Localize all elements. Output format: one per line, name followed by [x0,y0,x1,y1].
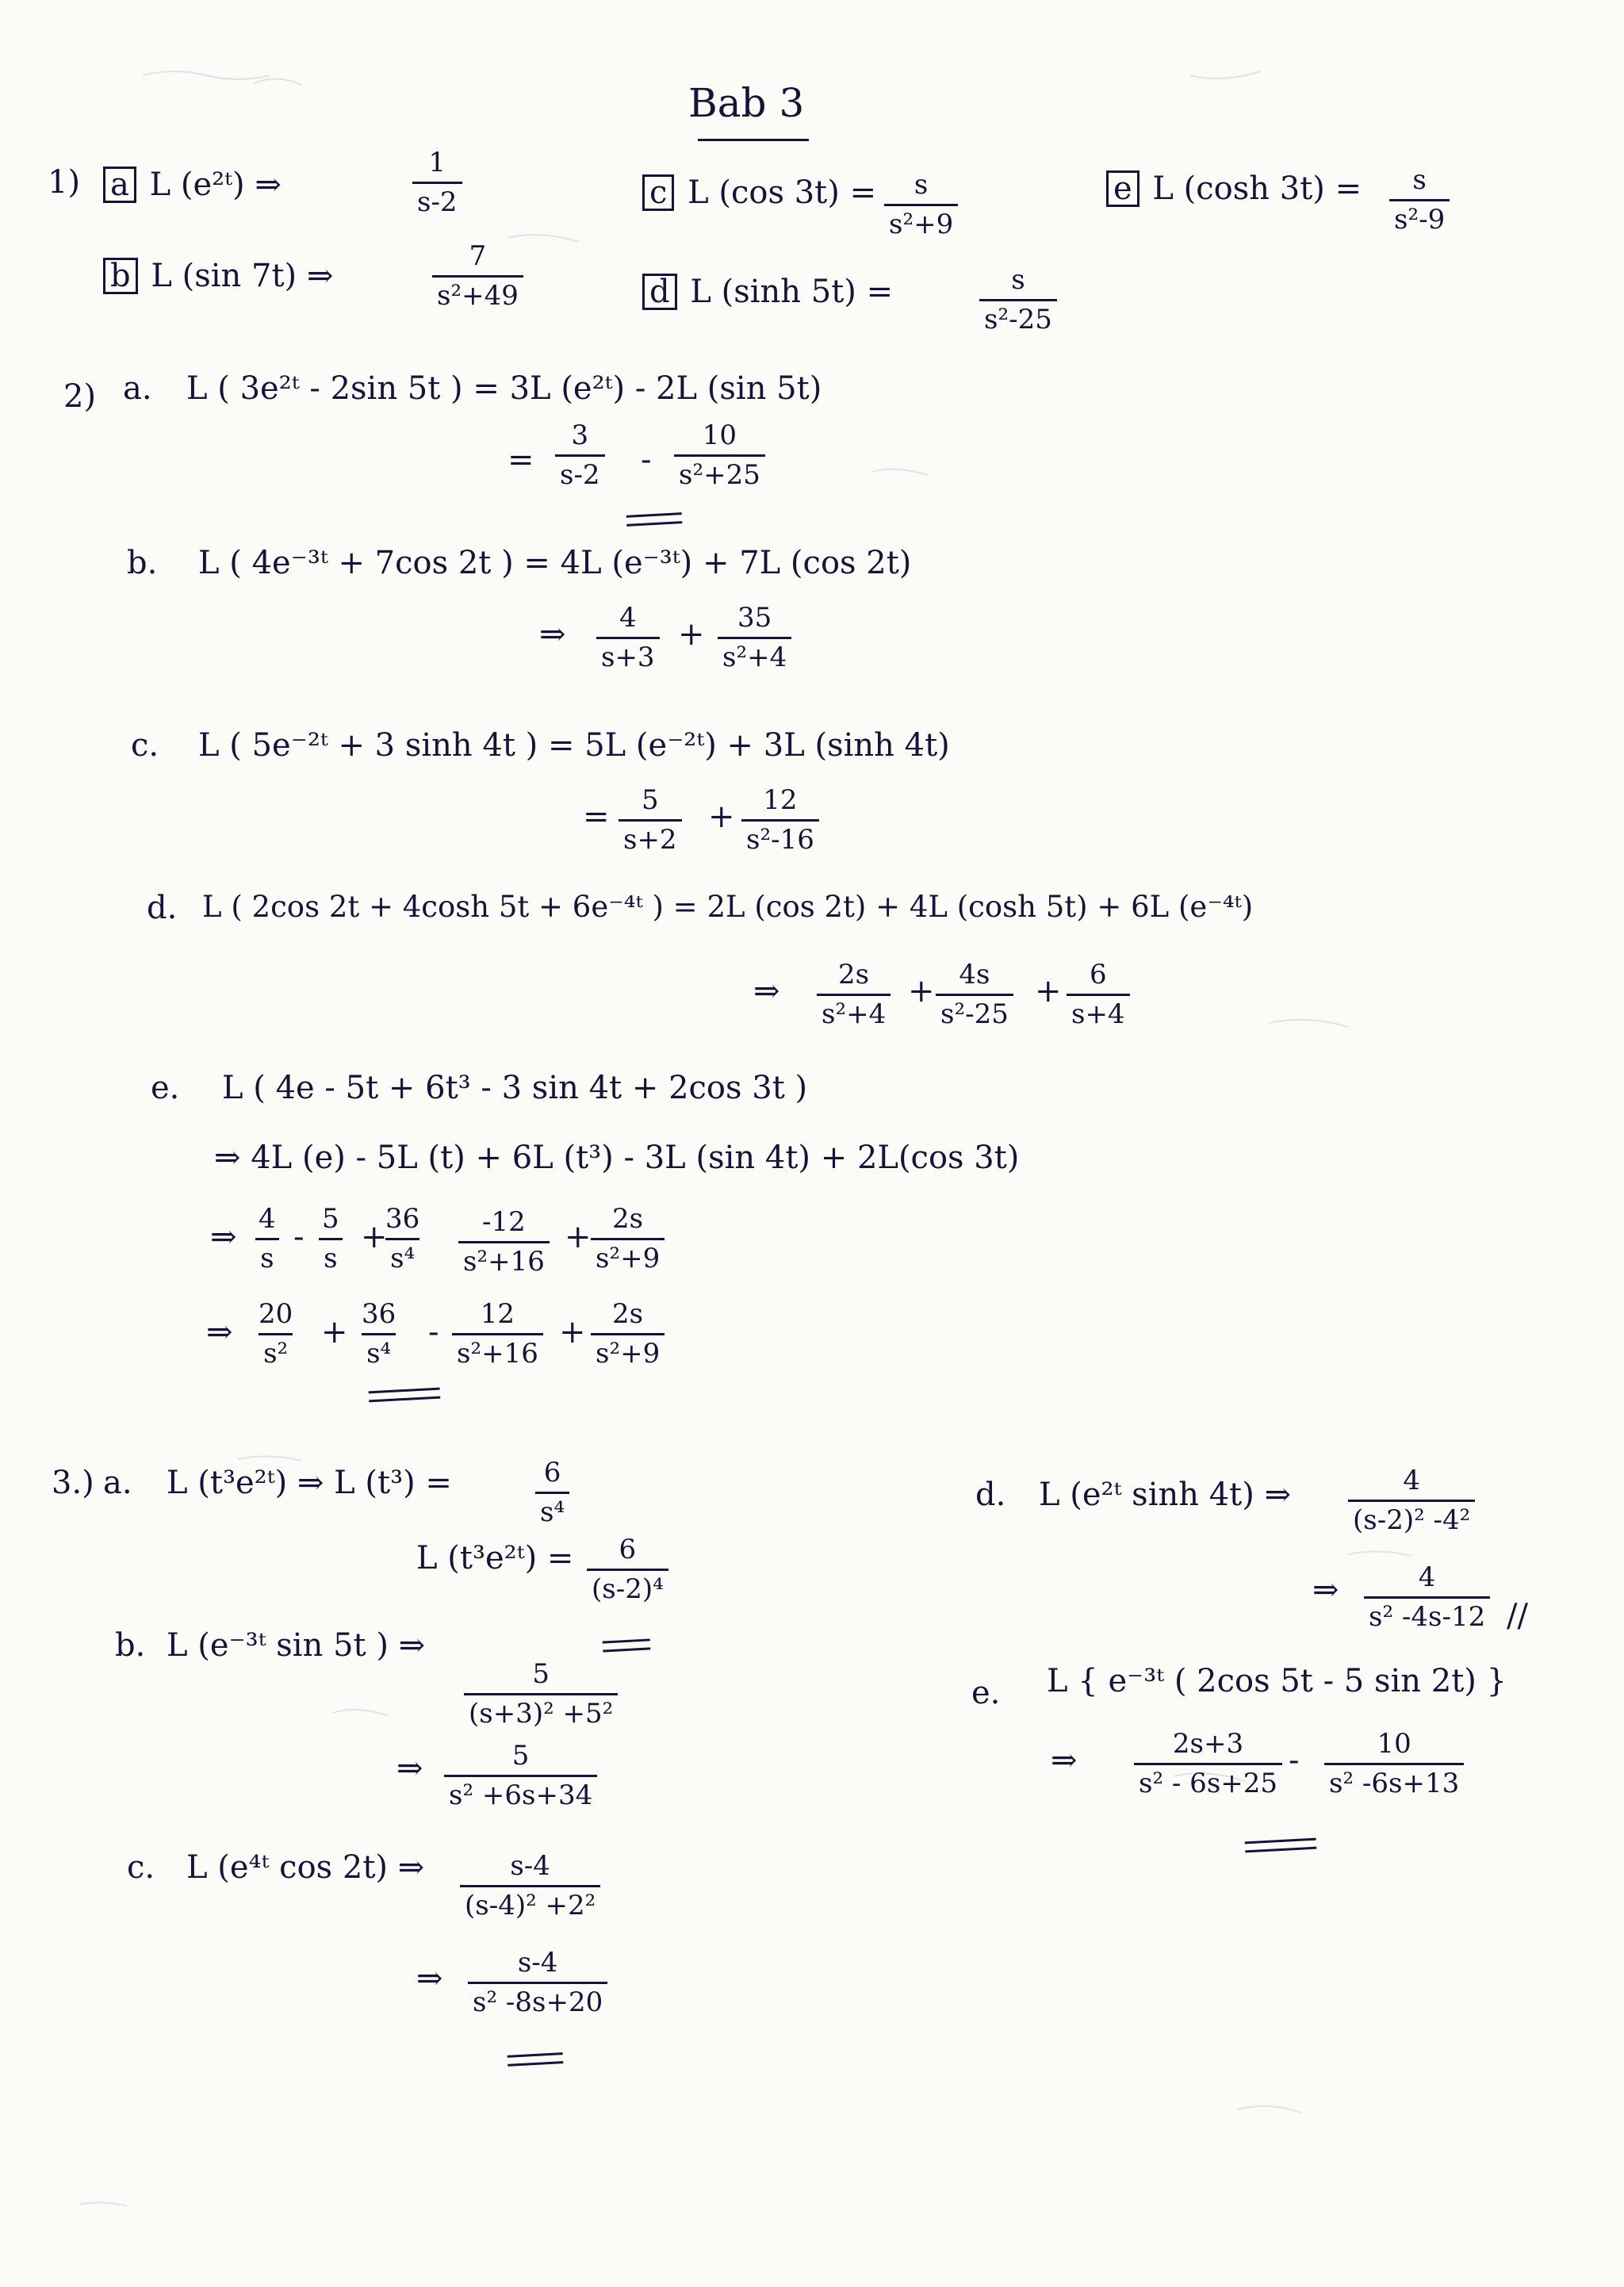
q2e-row3-op2: + [361,1219,388,1255]
q3c-frac2 [468,1948,607,2018]
q3e-frac1-den: s² - 6s+25 [1134,1763,1282,1799]
q2c-frac1 [619,785,682,856]
q2b-frac2-num: 35 [737,602,772,634]
q2e-row4-op3: + [559,1314,586,1350]
title-underline [698,139,809,141]
q2c-line1: L ( 5e⁻²ᵗ + 3 sinh 4t ) = 5L (e⁻²ᵗ) + 3L (sinh 4t) [198,727,950,764]
q2a-frac1-den: s-2 [555,454,605,491]
q3a-frac1-num: 6 [543,1457,561,1488]
q2e-label: e. [151,1070,180,1106]
q3b-frac1-num: 5 [532,1658,550,1690]
q2d-line1: L ( 2cos 2t + 4cosh 5t + 6e⁻⁴ᵗ ) = 2L (cos 2t) + 4L (cosh 5t) + 6L (e⁻⁴ᵗ) [202,890,1254,924]
q2e-row4-arrow: ⇒ [206,1314,233,1350]
q2c-frac2-den: s²-16 [741,819,819,856]
q2a-line1: L ( 3e²ᵗ - 2sin 5t ) = 3L (e²ᵗ) - 2L (sin 5t) [186,370,822,407]
q2d-frac2-num: 4s [959,959,990,990]
q3c-frac1-num: s-4 [510,1850,550,1882]
q1e-item [1106,170,1362,207]
q1a-den: s-2 [412,182,462,218]
q2e-row3-frac2 [317,1204,344,1274]
q1c-item [642,174,876,211]
page-title: Bab 3 [688,80,805,126]
q2e-row4-frac4-den: s²+9 [591,1333,665,1370]
q1d-result [979,265,1057,335]
q3e-frac2-den: s² -6s+13 [1324,1763,1464,1799]
q1a-result [412,147,462,218]
q1b-label: b [103,258,138,294]
q2e-row4-frac2-den: s⁴ [362,1333,396,1370]
q2e-row4-frac3 [452,1299,543,1370]
q3e-frac2 [1324,1729,1464,1799]
q1b-item [103,258,333,294]
q2d-label: d. [147,890,178,926]
q2e-row4-frac2-num: 36 [362,1298,396,1330]
q3b-line1: L (e⁻³ᵗ sin 5t ) ⇒ [167,1627,426,1664]
q2e-row4-op2: - [428,1314,439,1350]
q1d-item [642,274,893,310]
q3a-frac1-den: s⁴ [535,1492,569,1528]
q2d-arrow: ⇒ [753,973,780,1009]
q3d-frac1 [1348,1465,1475,1536]
q3b-frac1-den: (s+3)² +5² [464,1693,618,1730]
q2d-frac3-den: s+4 [1067,994,1130,1030]
q2d-frac3 [1067,960,1130,1030]
q3a-label: a. [103,1465,132,1501]
q3d-arrow: ⇒ [1312,1572,1339,1608]
q2a-frac1 [555,420,605,491]
q3b-frac2-den: s² +6s+34 [444,1775,597,1811]
q2d-frac1-den: s²+4 [817,994,891,1030]
q3b-frac2-num: 5 [511,1740,530,1772]
q2a-frac2-den: s²+25 [674,454,765,491]
q2a-op1: - [641,442,652,478]
q2e-row4-frac3-den: s²+16 [452,1333,543,1370]
q1d-expr: L (sinh 5t) = [690,274,894,310]
q2e-row4-frac3-num: 12 [480,1298,515,1330]
q2e-row4-frac1-num: 20 [259,1298,293,1330]
q3d-frac1-num: 4 [1403,1465,1420,1496]
q2-number: 2) [63,378,97,415]
q3b-frac2 [444,1741,597,1811]
q2e-row3-arrow: ⇒ [210,1219,237,1255]
q3b-arrow: ⇒ [396,1750,423,1787]
q2d-op2: + [1035,973,1062,1009]
q3a-frac2-num: 6 [619,1534,637,1565]
q2e-row4-op1: + [321,1314,348,1350]
q2b-frac2-den: s²+4 [718,637,791,673]
q2d-frac2 [936,960,1013,1030]
q2e-line1: L ( 4e - 5t + 6t³ - 3 sin 4t + 2cos 3t ) [222,1070,808,1106]
q2e-row3-frac1-den: s [255,1238,278,1274]
q2e-row3-op1: - [293,1219,304,1255]
q2b-line1: L ( 4e⁻³ᵗ + 7cos 2t ) = 4L (e⁻³ᵗ) + 7L (cos 2t) [198,545,912,581]
q1a-label: a [103,167,136,203]
q1d-label: d [642,274,677,310]
q2a-frac2-num: 10 [702,419,737,451]
q2c-frac2-num: 12 [763,784,798,816]
q1c-expr: L (cos 3t) = [688,174,877,211]
q2b-label: b. [127,545,158,581]
q3c-frac1-den: (s-4)² +2² [460,1885,600,1921]
q3d-frac2-num: 4 [1418,1561,1436,1593]
q3d-line1: L (e²ᵗ sinh 4t) ⇒ [1039,1477,1292,1513]
q2e-row3-frac5-num: 2s [612,1203,644,1235]
q3e-frac1-num: 2s+3 [1172,1728,1244,1760]
q1b-num: 7 [469,240,487,272]
q1e-expr: L (cosh 3t) = [1152,170,1362,207]
q3d-frac2 [1364,1562,1490,1633]
q2c-op1: + [708,799,735,835]
q1b-expr: L (sin 7t) ⇒ [151,258,334,294]
q2c-frac2 [741,785,819,856]
q3e-frac2-num: 10 [1377,1728,1411,1760]
q1a-num: 1 [428,147,446,178]
q1e-result [1389,165,1450,236]
q2c-eq: = [583,799,610,835]
q3d-frac1-den: (s-2)² -4² [1348,1500,1475,1536]
q1e-num: s [1412,164,1427,196]
q2e-row3-frac4-num: -12 [482,1206,526,1238]
q2a-frac1-num: 3 [571,419,589,451]
q2d-frac1 [817,960,891,1030]
q2b-frac1-num: 4 [619,602,637,634]
q3b-frac1 [464,1659,618,1730]
q2e-row4-frac4 [591,1299,665,1370]
q3d-final-mark: // [1507,1598,1528,1634]
q1b-den: s²+49 [432,275,523,312]
q2e-row3-frac1 [254,1204,281,1274]
q3e-frac1 [1134,1729,1282,1799]
q2e-row3-frac3 [381,1204,424,1274]
q3c-line1: L (e⁴ᵗ cos 2t) ⇒ [186,1849,425,1886]
q2c-frac1-num: 5 [641,784,659,816]
q1-number: 1) [48,164,81,201]
q3b-label: b. [115,1627,146,1664]
q2c-frac1-den: s+2 [619,819,682,856]
q2e-row4-frac4-num: 2s [612,1298,644,1330]
q2d-op1: + [908,973,935,1009]
q2e-row3-frac2-den: s [319,1238,342,1274]
q2e-row4-frac2 [357,1299,400,1370]
q3c-frac2-num: s-4 [517,1947,558,1979]
q2a-frac2 [674,420,765,491]
q3-number: 3.) [52,1465,94,1501]
q1b-result [432,241,523,312]
q2e-row3-frac4-den: s²+16 [458,1241,550,1278]
q2e-row3-frac4 [458,1207,550,1278]
q3d-label: d. [975,1477,1006,1513]
q2e-row3-frac3-den: s⁴ [385,1238,419,1274]
q3d-frac2-den: s² -4s-12 [1364,1596,1490,1633]
q2e-row3-frac1-num: 4 [259,1203,276,1235]
q2e-row3-frac2-num: 5 [322,1203,339,1235]
q3a-frac1 [535,1458,569,1528]
q2b-frac1 [596,603,660,673]
q2e-row3-frac5-den: s²+9 [591,1238,665,1274]
q3e-arrow: ⇒ [1051,1742,1078,1779]
q3c-arrow: ⇒ [416,1960,443,1997]
q2b-arrow: ⇒ [539,616,566,653]
q3c-frac1 [460,1851,600,1921]
q2e-row3-frac3-num: 36 [385,1203,420,1235]
q1a-item [103,167,282,203]
q3a-line2: L (t³e²ᵗ) = [416,1540,574,1576]
q2b-op1: + [678,616,705,653]
q2e-row3-frac5 [591,1204,665,1274]
q2d-frac2-den: s²-25 [936,994,1013,1030]
q3c-label: c. [127,1849,155,1886]
q3e-label: e. [971,1675,1001,1711]
q1d-num: s [1011,264,1025,296]
q2b-frac1-den: s+3 [596,637,660,673]
q3c-frac2-den: s² -8s+20 [468,1982,607,2018]
q2e-line2: ⇒ 4L (e) - 5L (t) + 6L (t³) - 3L (sin 4t) + 2L(cos 3t) [214,1140,1020,1176]
q2a-label: a. [123,370,152,407]
q1c-den: s²+9 [884,204,958,240]
q2d-frac1-num: 2s [838,959,870,990]
q1d-den: s²-25 [979,299,1057,335]
q3a-frac2-den: (s-2)⁴ [587,1569,668,1605]
q1c-label: c [642,174,674,211]
q1a-expr: L (e²ᵗ) ⇒ [149,167,282,203]
q2e-row4-frac1 [254,1299,297,1370]
q1e-den: s²-9 [1389,199,1450,236]
q2b-frac2 [718,603,791,673]
q3e-line1: L { e⁻³ᵗ ( 2cos 5t - 5 sin 2t) } [1047,1663,1507,1699]
q1c-result [884,170,958,240]
q2d-frac3-num: 6 [1089,959,1107,990]
q3a-line1: L (t³e²ᵗ) ⇒ L (t³) = [167,1465,452,1501]
q3a-frac2 [587,1534,668,1605]
q3e-op1: - [1289,1742,1300,1779]
q2e-row3-op4: + [565,1219,592,1255]
q2e-row4-frac1-den: s² [259,1333,293,1370]
q1c-num: s [914,169,929,201]
q2c-label: c. [131,727,159,764]
q1e-label: e [1106,170,1139,207]
q2a-eq: = [508,442,534,478]
